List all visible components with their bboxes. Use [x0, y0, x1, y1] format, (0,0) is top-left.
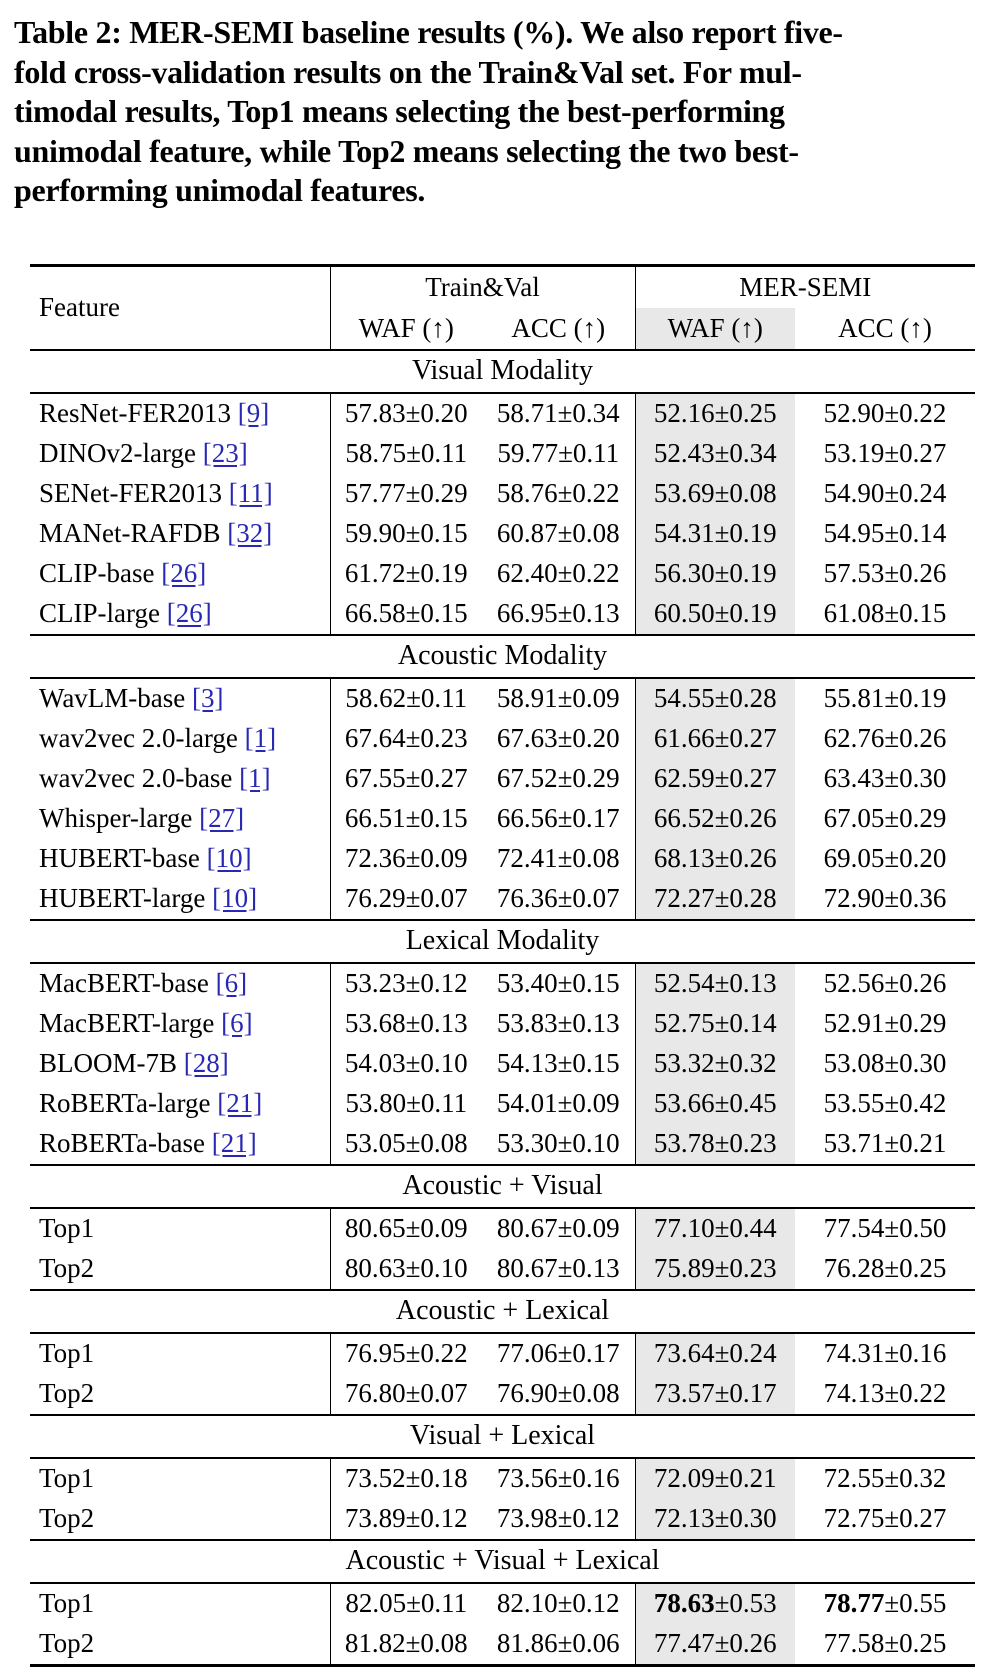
value-cell: 61.66±0.27 [635, 719, 795, 759]
feature-name: Top1 [39, 1338, 95, 1368]
value-cell: 82.10±0.12 [496, 1588, 620, 1618]
feature-name: Top2 [39, 1378, 95, 1408]
column-header-acc-mersemi: ACC (↑) [795, 308, 975, 350]
feature-cell [30, 1458, 330, 1499]
feature-cell [30, 1084, 330, 1124]
feature-cell [30, 1208, 330, 1249]
section-row [30, 350, 975, 393]
feature-name: MacBERT-base [39, 968, 209, 998]
value-cell: 72.75±0.27 [823, 1503, 947, 1533]
table-body [30, 350, 975, 1666]
table-row [30, 554, 975, 594]
value-cell: 57.83±0.20 [330, 393, 482, 434]
value-cell: 52.54±0.13 [635, 963, 795, 1004]
table-row [30, 474, 975, 514]
value-cell: 52.43±0.34 [635, 434, 795, 474]
value-cell: 58.91±0.09 [496, 683, 620, 713]
citation-ref-link[interactable]: [10] [212, 883, 258, 913]
value-cell [795, 1583, 975, 1624]
value-cell: 73.56±0.16 [496, 1463, 620, 1493]
citation-ref-link[interactable]: [27] [199, 803, 245, 833]
feature-name: RoBERTa-large [39, 1088, 211, 1118]
value-cell: 74.31±0.16 [823, 1338, 947, 1368]
value-cell: 53.05±0.08 [330, 1124, 482, 1165]
value-cell: 55.81±0.19 [823, 683, 947, 713]
feature-cell [30, 474, 330, 514]
caption-line: unimodal feature, while Top2 means selecting the two best- [14, 132, 799, 169]
value-cell: 56.30±0.19 [635, 554, 795, 594]
value-cell: 58.71±0.34 [496, 398, 620, 428]
value-cell: 62.76±0.26 [823, 723, 947, 753]
table-row [30, 678, 975, 719]
value-cell: 81.86±0.06 [496, 1628, 620, 1658]
value-cell: 73.64±0.24 [635, 1333, 795, 1374]
table-row [30, 963, 975, 1004]
section-row [30, 1415, 975, 1458]
section-title: Acoustic + Visual [30, 1165, 975, 1208]
value-cell: 68.13±0.26 [635, 839, 795, 879]
feature-name: CLIP-large [39, 598, 160, 628]
value-cell: 76.95±0.22 [330, 1333, 482, 1374]
table-row [30, 514, 975, 554]
value-cell: 53.71±0.21 [823, 1128, 947, 1158]
feature-cell [30, 594, 330, 635]
value-cell: 53.23±0.12 [330, 963, 482, 1004]
column-header-waf-mersemi: WAF (↑) [635, 308, 795, 350]
value-cell: 52.90±0.22 [823, 398, 947, 428]
results-table [30, 264, 975, 1667]
feature-cell [30, 514, 330, 554]
value-cell: 53.83±0.13 [496, 1008, 620, 1038]
value-cell: 54.31±0.19 [635, 514, 795, 554]
table-row [30, 1624, 975, 1666]
feature-cell [30, 678, 330, 719]
feature-cell [30, 1374, 330, 1415]
section-title: Acoustic Modality [30, 635, 975, 678]
table-row [30, 1458, 975, 1499]
value-cell: 61.72±0.19 [330, 554, 482, 594]
table-row [30, 594, 975, 635]
citation-ref-link[interactable]: [26] [166, 598, 212, 628]
value-cell: 77.10±0.44 [635, 1208, 795, 1249]
value-cell: 72.27±0.28 [635, 879, 795, 920]
section-row [30, 1165, 975, 1208]
value-cell: 54.95±0.14 [823, 518, 947, 548]
value-cell: 77.06±0.17 [496, 1338, 620, 1368]
value-cell: 80.63±0.10 [330, 1249, 482, 1290]
table-row [30, 1374, 975, 1415]
value-cell: 66.58±0.15 [330, 594, 482, 635]
table-caption [14, 13, 988, 211]
value-cell: 80.67±0.09 [496, 1213, 620, 1243]
value-cell: 58.75±0.11 [330, 434, 482, 474]
feature-name: SENet-FER2013 [39, 478, 223, 508]
table-row [30, 839, 975, 879]
citation-ref-link[interactable]: [9] [237, 398, 270, 428]
feature-name: CLIP-base [39, 558, 155, 588]
value-cell: 53.32±0.32 [635, 1044, 795, 1084]
caption-line: fold cross-validation results on the Train&Val set. For mul- [14, 53, 802, 90]
value-cell: 66.52±0.26 [635, 799, 795, 839]
value-cell: 53.19±0.27 [823, 438, 947, 468]
feature-cell [30, 1499, 330, 1540]
column-group-train-val: Train&Val [330, 265, 635, 308]
citation-ref-link[interactable]: [32] [227, 518, 273, 548]
citation-ref-link[interactable]: [6] [215, 968, 248, 998]
value-cell: 76.29±0.07 [330, 879, 482, 920]
feature-cell [30, 719, 330, 759]
value-cell: 59.77±0.11 [497, 438, 620, 468]
table-row [30, 879, 975, 920]
table-row [30, 1583, 975, 1624]
feature-name: Top1 [39, 1463, 95, 1493]
value-cell: 67.55±0.27 [330, 759, 482, 799]
value-cell: 76.36±0.07 [496, 883, 620, 913]
value-cell: 54.90±0.24 [823, 478, 947, 508]
citation-ref-link[interactable]: [21] [211, 1128, 257, 1158]
value-cell: 72.55±0.32 [823, 1463, 947, 1493]
citation-ref-link[interactable]: [6] [221, 1008, 253, 1038]
section-row [30, 920, 975, 963]
value-cell: 58.62±0.11 [330, 678, 482, 719]
feature-name: Top2 [39, 1628, 95, 1658]
feature-name: BLOOM-7B [39, 1048, 178, 1078]
feature-cell [30, 1249, 330, 1290]
best-value: 78.77 [823, 1588, 885, 1618]
feature-name: DINOv2-large [39, 438, 196, 468]
value-std: ±0.53 [714, 1588, 777, 1618]
feature-name: HUBERT-base [39, 843, 200, 873]
table-row [30, 799, 975, 839]
table-row [30, 393, 975, 434]
value-cell: 57.77±0.29 [330, 474, 482, 514]
value-cell: 66.51±0.15 [330, 799, 482, 839]
table-row [30, 1249, 975, 1290]
feature-cell [30, 1004, 330, 1044]
value-cell: 76.80±0.07 [330, 1374, 482, 1415]
column-group-mer-semi: MER-SEMI [635, 265, 975, 308]
value-cell: 52.91±0.29 [823, 1008, 947, 1038]
value-cell: 53.68±0.13 [330, 1004, 482, 1044]
value-cell: 53.66±0.45 [635, 1084, 795, 1124]
value-cell: 53.78±0.23 [635, 1124, 795, 1165]
feature-cell [30, 963, 330, 1004]
value-cell: 53.55±0.42 [823, 1088, 947, 1118]
feature-cell [30, 759, 330, 799]
value-cell: 76.90±0.08 [496, 1378, 620, 1408]
table-row [30, 1124, 975, 1165]
section-title: Visual + Lexical [30, 1415, 975, 1458]
value-cell: 53.30±0.10 [496, 1128, 620, 1158]
value-cell: 59.90±0.15 [330, 514, 482, 554]
value-cell: 60.50±0.19 [635, 594, 795, 635]
value-cell: 77.58±0.25 [823, 1628, 947, 1658]
table-row [30, 759, 975, 799]
feature-cell [30, 1624, 330, 1666]
value-cell: 54.03±0.10 [330, 1044, 482, 1084]
section-title: Visual Modality [30, 350, 975, 393]
citation-ref-link[interactable]: [23] [202, 438, 248, 468]
value-cell: 73.57±0.17 [635, 1374, 795, 1415]
value-cell: 67.63±0.20 [496, 723, 620, 753]
section-title: Lexical Modality [30, 920, 975, 963]
value-cell: 72.36±0.09 [330, 839, 482, 879]
value-cell: 52.75±0.14 [635, 1004, 795, 1044]
citation-ref-link[interactable]: [21] [217, 1088, 263, 1118]
feature-cell [30, 799, 330, 839]
value-cell: 73.52±0.18 [330, 1458, 482, 1499]
table-row [30, 1084, 975, 1124]
value-cell: 53.69±0.08 [635, 474, 795, 514]
best-value: 78.63 [653, 1588, 715, 1618]
value-cell: 72.90±0.36 [823, 883, 947, 913]
value-cell: 52.56±0.26 [823, 968, 947, 998]
caption-line: Table 2: MER-SEMI baseline results (%). We also report five- [14, 14, 843, 50]
citation-ref-link[interactable]: [10] [206, 843, 252, 873]
value-cell: 77.54±0.50 [823, 1213, 947, 1243]
value-cell: 61.08±0.15 [823, 598, 947, 628]
value-std: ±0.55 [884, 1588, 947, 1618]
value-cell: 72.41±0.08 [496, 843, 620, 873]
value-cell: 74.13±0.22 [823, 1378, 947, 1408]
section-row [30, 1540, 975, 1583]
value-cell: 73.89±0.12 [330, 1499, 482, 1540]
feature-cell [30, 393, 330, 434]
table-row [30, 1044, 975, 1084]
section-title: Acoustic + Lexical [30, 1290, 975, 1333]
caption-line: performing unimodal features. [14, 172, 426, 208]
feature-cell [30, 1044, 330, 1084]
section-title: Acoustic + Visual + Lexical [30, 1540, 975, 1583]
feature-cell [30, 434, 330, 474]
value-cell: 66.95±0.13 [496, 598, 620, 628]
feature-name: MANet-RAFDB [39, 518, 221, 548]
value-cell: 53.80±0.11 [330, 1084, 482, 1124]
feature-cell [30, 1124, 330, 1165]
feature-cell [30, 879, 330, 920]
value-cell: 53.08±0.30 [823, 1048, 947, 1078]
value-cell: 76.28±0.25 [823, 1253, 947, 1283]
value-cell: 73.98±0.12 [496, 1503, 620, 1533]
value-cell: 54.01±0.09 [496, 1088, 620, 1118]
value-cell: 82.05±0.11 [330, 1583, 482, 1624]
feature-name: wav2vec 2.0-base [39, 763, 233, 793]
value-cell: 53.40±0.15 [496, 968, 620, 998]
value-cell: 69.05±0.20 [823, 843, 947, 873]
value-cell: 63.43±0.30 [823, 763, 947, 793]
feature-name: Top1 [39, 1213, 95, 1243]
value-cell: 75.89±0.23 [635, 1249, 795, 1290]
table-row [30, 1004, 975, 1044]
feature-cell [30, 554, 330, 594]
feature-name: ResNet-FER2013 [39, 398, 231, 428]
feature-name: RoBERTa-base [39, 1128, 205, 1158]
value-cell: 77.47±0.26 [635, 1624, 795, 1666]
value-cell: 60.87±0.08 [496, 518, 620, 548]
feature-name: Top1 [39, 1588, 95, 1618]
citation-ref-link[interactable]: [26] [161, 558, 207, 588]
caption-line: timodal results, Top1 means selecting the best-performing [14, 93, 785, 129]
table-row [30, 1208, 975, 1249]
feature-name: Top2 [39, 1253, 95, 1283]
feature-cell [30, 1333, 330, 1374]
feature-cell [30, 839, 330, 879]
feature-name: HUBERT-large [39, 883, 206, 913]
feature-name: wav2vec 2.0-large [39, 723, 238, 753]
section-row [30, 635, 975, 678]
table-row [30, 719, 975, 759]
value-cell: 67.52±0.29 [496, 763, 620, 793]
value-cell [635, 1583, 795, 1624]
citation-ref-link[interactable]: [1] [244, 723, 277, 753]
table-row [30, 1499, 975, 1540]
value-cell: 57.53±0.26 [823, 558, 947, 588]
value-cell: 62.40±0.22 [496, 558, 620, 588]
section-row [30, 1290, 975, 1333]
feature-name: Top2 [39, 1503, 95, 1533]
value-cell: 54.55±0.28 [635, 678, 795, 719]
column-header-feature: Feature [30, 265, 330, 350]
value-cell: 80.65±0.09 [330, 1208, 482, 1249]
feature-cell [30, 1583, 330, 1624]
value-cell: 80.67±0.13 [496, 1253, 620, 1283]
value-cell: 54.13±0.15 [496, 1048, 620, 1078]
value-cell: 81.82±0.08 [330, 1624, 482, 1666]
table-row [30, 1333, 975, 1374]
value-cell: 67.05±0.29 [823, 803, 947, 833]
column-header-waf-trainval: WAF (↑) [330, 308, 482, 350]
value-cell: 67.64±0.23 [330, 719, 482, 759]
citation-ref-link[interactable]: [28] [183, 1048, 229, 1078]
value-cell: 58.76±0.22 [496, 478, 620, 508]
feature-name: Whisper-large [39, 803, 193, 833]
value-cell: 66.56±0.17 [496, 803, 620, 833]
column-header-acc-trainval: ACC (↑) [482, 308, 635, 350]
table-row [30, 434, 975, 474]
value-cell: 52.16±0.25 [635, 393, 795, 434]
citation-ref-link[interactable]: [11] [228, 478, 273, 508]
value-cell: 62.59±0.27 [635, 759, 795, 799]
header-group-row [30, 265, 975, 308]
citation-ref-link[interactable]: [3] [192, 683, 224, 713]
value-cell: 72.09±0.21 [635, 1458, 795, 1499]
citation-ref-link[interactable]: [1] [239, 763, 271, 793]
value-cell: 72.13±0.30 [635, 1499, 795, 1540]
feature-name: MacBERT-large [39, 1008, 215, 1038]
feature-name: WavLM-base [39, 683, 186, 713]
